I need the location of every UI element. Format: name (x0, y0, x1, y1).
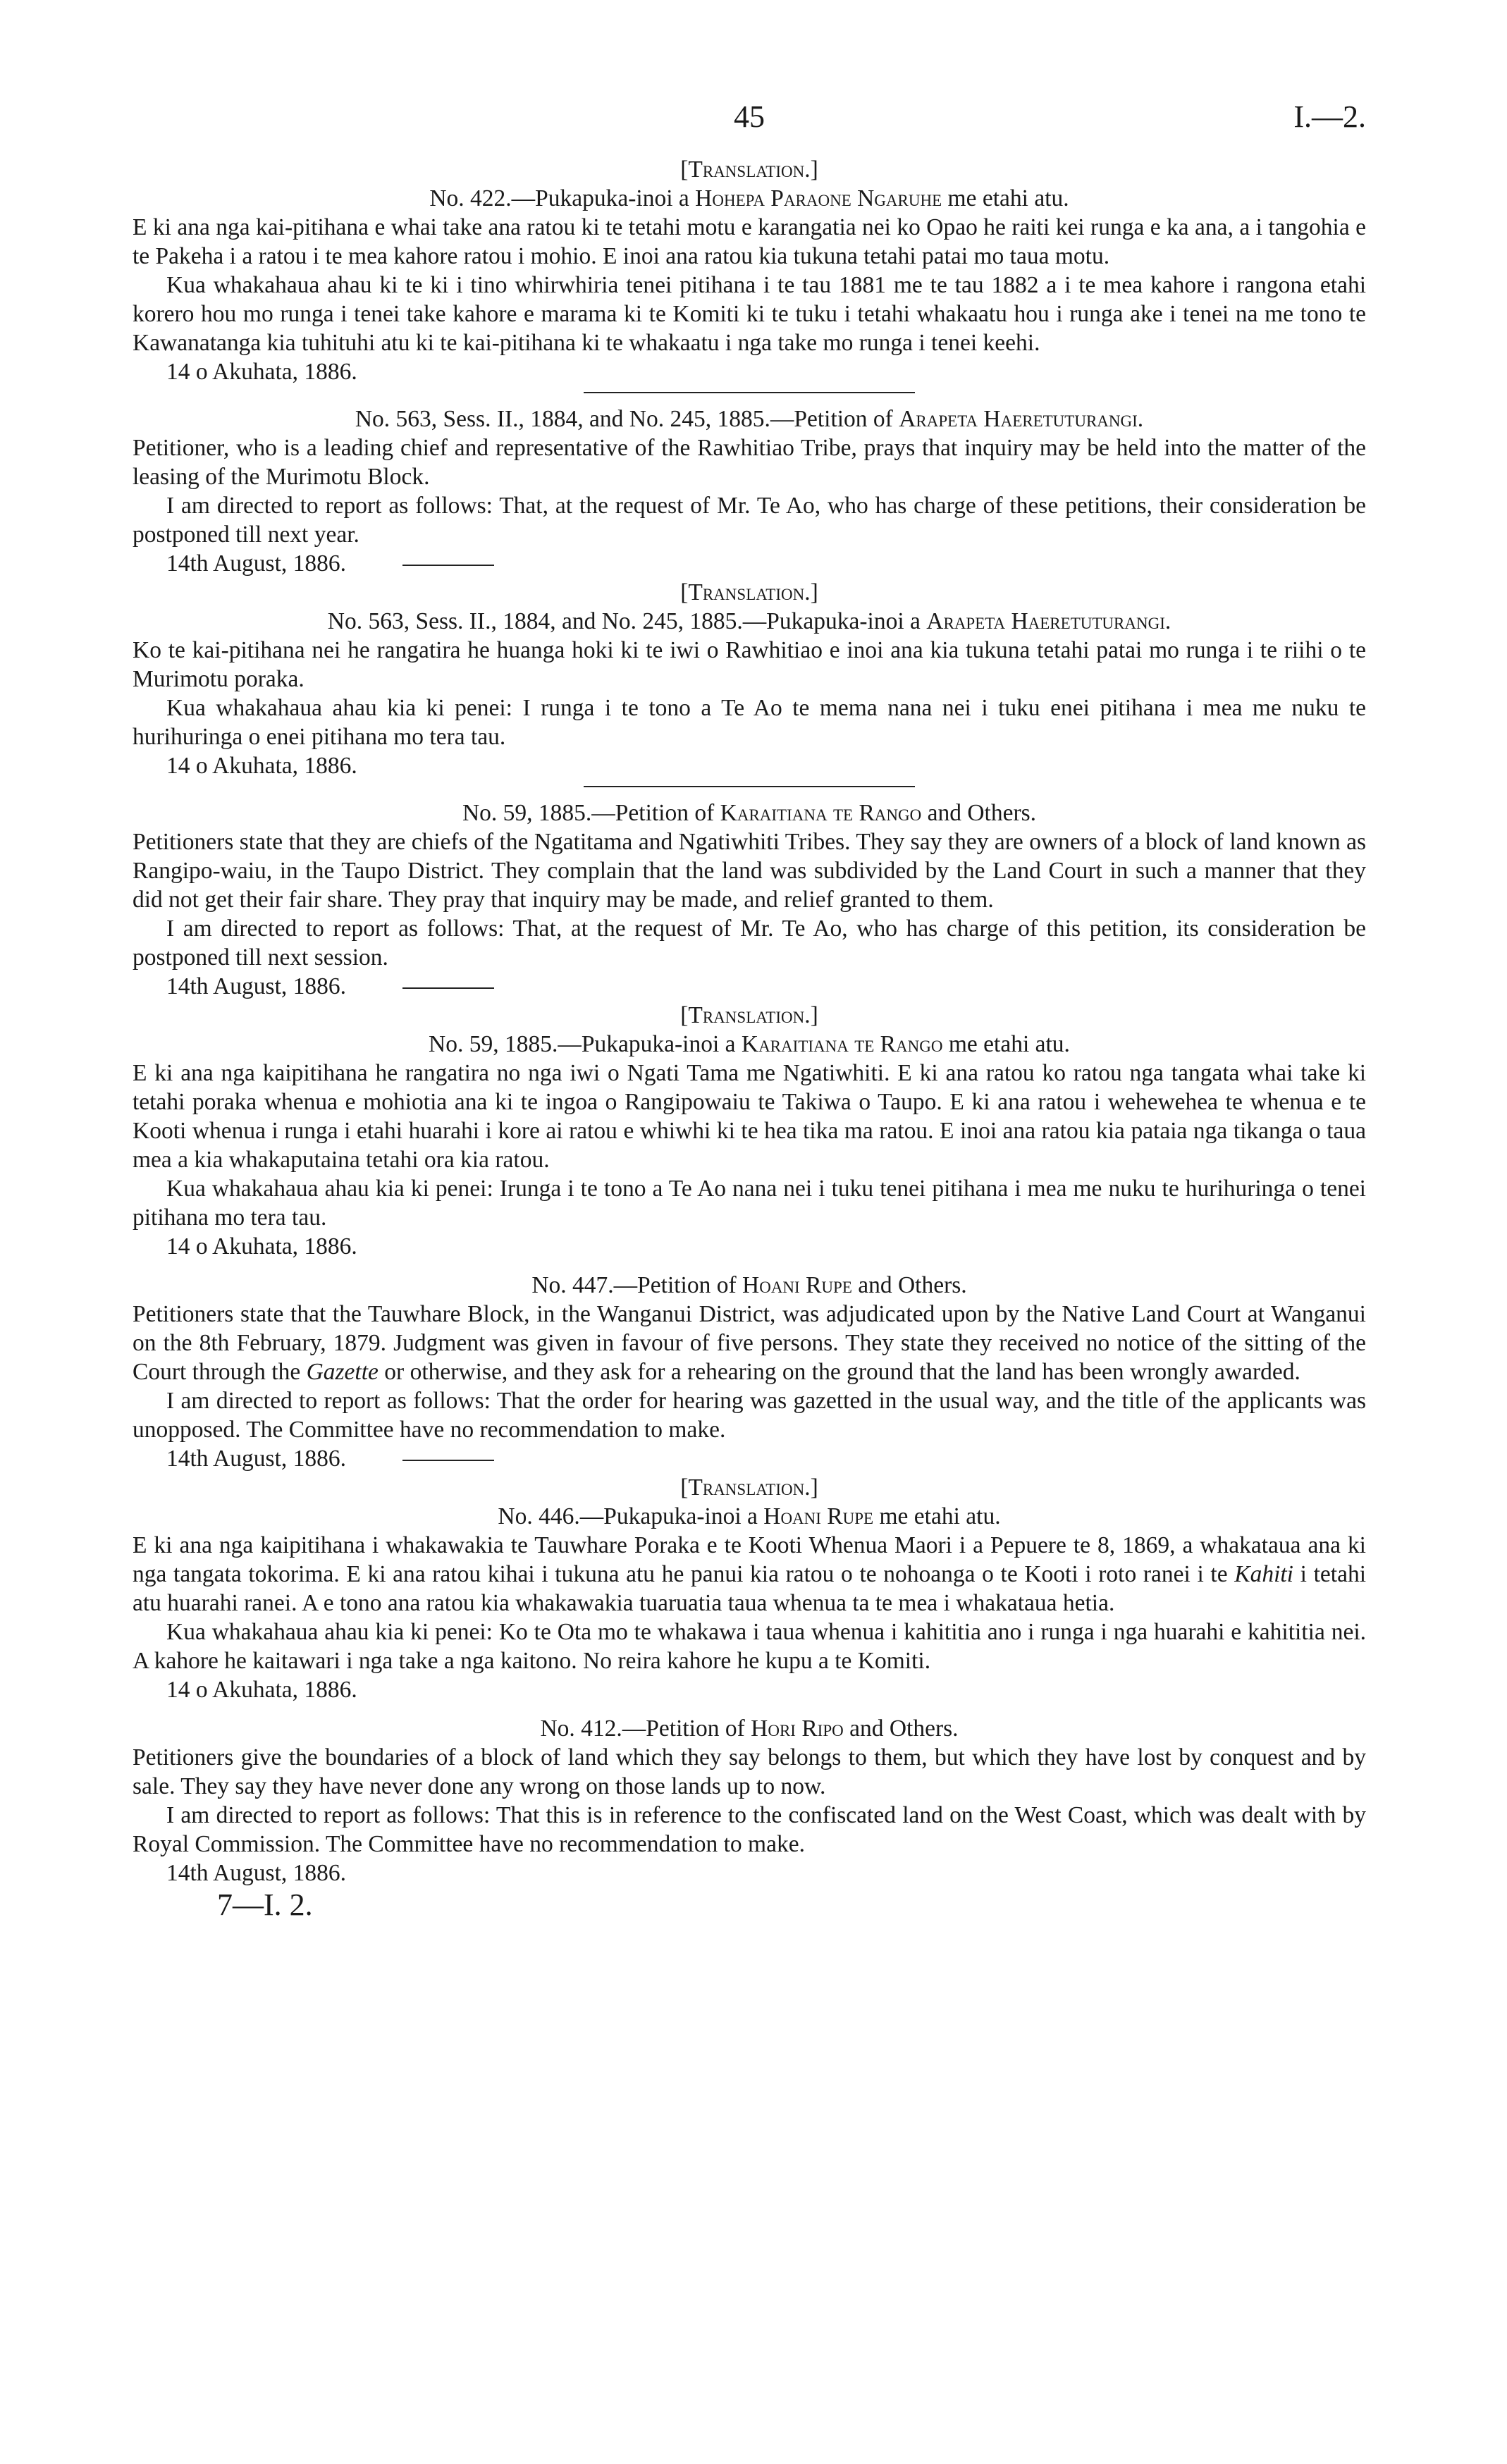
petition-summary: Petitioner, who is a leading chief and representative of the Rawhitiao Tribe, prays that inquiry may be held into the matter of the leasing of the Murimotu Block. (133, 435, 1366, 490)
petition-summary: Petitioners give the boundaries of a block of land which they say belongs to them, but which they have lost by conquest and by sale. They say they have never done any wrong on those lands up to now. (133, 1744, 1366, 1799)
petition-summary: Petitioners state that they are chiefs of the Ngatitama and Ngatiwhiti Tribes. They say they are owners of a block of land known as Rangipo-waiu, in the Taupo District. They complain that the land was subdivided by the Land Court in such a manner that they did not get their fair share. They pray that inquiry may be made, and relief granted to them. (133, 829, 1366, 913)
paper-reference: I.—2. (1293, 99, 1366, 134)
petition-summary: Petitioners state that the Tauwhare Block, in the Wanganui District, was adjudicated upon by the Native Land Court at Wanganui on the 8th February, 1879. Judgment was given in favour of five persons. They state they received no notice of the sitting of the Court through the Gazette or otherwise, and they ask for a rehearing on the ground that the land has been wrongly awarded. (133, 1301, 1366, 1385)
page-number: 45 (734, 99, 765, 134)
translation-label: [Translation.] (680, 1002, 818, 1028)
short-divider (402, 1460, 494, 1461)
translation-label: [Translation.] (680, 579, 818, 605)
report-date: 14 o Akuhata, 1886. (166, 1677, 357, 1703)
petition-heading: No. 563, Sess. II., 1884, and No. 245, 1885.—Petition of Arapeta Haeretuturangi. (355, 406, 1144, 432)
document-page (133, 99, 1366, 1923)
petition-summary: E ki ana nga kai-pitihana e whai take ana ratou ki te tetahi motu e karangatia nei ko Opao he raiti kei runga e ka ana, a i tangohia e te Pakeha i a ratou i te mea kahore ratou i mohio. E inoi ana ratou kia tukuna tetahi patai mo taua motu. (133, 214, 1366, 269)
short-divider (402, 565, 494, 566)
report-date: 14th August, 1886. (166, 549, 1366, 578)
page-header (133, 99, 1366, 155)
committee-report: I am directed to report as follows: That, at the request of Mr. Te Ao, who has charge of these petitions, their consideration be postponed till next year. (133, 493, 1366, 548)
committee-report: Kua whakahaua ahau kia ki penei: Irunga i te tono a Te Ao nana nei i tuku tenei pitihana i mea me nuku te hurihuringa o tenei pitihana mo tera tau. (133, 1176, 1366, 1231)
report-date: 14th August, 1886. (166, 1860, 346, 1886)
petition-heading: No. 446.—Pukapuka-inoi a Hoani Rupe me etahi atu. (498, 1503, 1001, 1529)
petition-summary: Ko te kai-pitihana nei he rangatira he huanga hoki ki te iwi o Rawhitiao e inoi ana kia tukuna tetahi patai mo runga i te riihi o te Murimotu poraka. (133, 637, 1366, 692)
report-date: 14 o Akuhata, 1886. (166, 359, 357, 385)
committee-report: I am directed to report as follows: That, at the request of Mr. Te Ao, who has charge of this petition, its consideration be postponed till next session. (133, 916, 1366, 971)
translation-label: [Translation.] (680, 156, 818, 183)
petition-summary: E ki ana nga kaipitihana he rangatira no nga iwi o Ngati Tama me Ngatiwhiti. E ki ana ratou ko ratou nga tangata whai take ki tetahi poraka whenua e mohiotia ana ki te ingoa o Rangipowaiu te Takiwa o Taupo. E ki ana ratou i wehewehea te whenua e te Kooti whenua i runga i etahi huarahi i kore ai ratou e whiwhi ki te hea tika ma ratou. E inoi ana ratou kia pataia nga tikanga o taua mea a kia whakaputaina tetahi ora kia ratou. (133, 1060, 1366, 1173)
section-divider (584, 392, 915, 393)
translation-label: [Translation.] (680, 1474, 818, 1501)
short-divider (402, 987, 494, 989)
committee-report: Kua whakahaua ahau ki te ki i tino whirwhiria tenei pitihana i te tau 1881 me te tau 1882 a i te mea kahore i rangona etahi korero hou mo runga i tenei take kahore e marama ki te Komiti ki te tuku i tetahi whakaatu hou i runga ake i tenei na me tono te Kawanatanga kia tuhituhi atu ki te kai-pitihana ki te whakaatu i nga take mo runga i tenei keehi. (133, 272, 1366, 356)
report-date: 14th August, 1886. (166, 1444, 1366, 1473)
report-date: 14 o Akuhata, 1886. (166, 753, 357, 779)
report-date: 14th August, 1886. (166, 972, 1366, 1001)
petition-heading: No. 447.—Petition of Hoani Rupe and Others. (531, 1272, 967, 1298)
petition-heading: No. 59, 1885.—Petition of Karaitiana te Rango and Others. (462, 800, 1037, 826)
signature-mark: 7—I. 2. (217, 1887, 313, 1922)
petition-heading: No. 412.—Petition of Hori Ripo and Others. (540, 1715, 959, 1742)
committee-report: I am directed to report as follows: That this is in reference to the confiscated land on the West Coast, which was dealt with by Royal Commission. The Committee have no recommendation to make. (133, 1802, 1366, 1857)
petition-heading: No. 563, Sess. II., 1884, and No. 245, 1885.—Pukapuka-inoi a Arapeta Haeretuturangi. (327, 608, 1171, 634)
committee-report: I am directed to report as follows: That the order for hearing was gazetted in the usual way, and the title of the applicants was unopposed. The Committee have no recommendation to make. (133, 1388, 1366, 1443)
section-divider (584, 786, 915, 787)
committee-report: Kua whakahaua ahau kia ki penei: Ko te Ota mo te whakawa i taua whenua i kahititia ano i runga i nga huarahi e kahititia nei. A kahore he kaitawari i nga take a nga kaitono. No reira kahore he kupu a te Komiti. (133, 1619, 1366, 1674)
committee-report: Kua whakahaua ahau kia ki penei: I runga i te tono a Te Ao te mema nana nei i tuku enei pitihana i mea me nuku te hurihuringa o enei pitihana mo tera tau. (133, 695, 1366, 750)
petition-heading: No. 422.—Pukapuka-inoi a Hohepa Paraone Ngaruhe me etahi atu. (429, 185, 1069, 211)
petition-summary: E ki ana nga kaipitihana i whakawakia te Tauwhare Poraka e te Kooti Whenua Maori i a Pepuere te 8, 1869, a whakataua ana ki nga tangata tokorima. E ki ana ratou kihai i tukuna atu he panui kia ratou o te nohoanga o te Kooti i roto ranei i te Kahiti i tetahi atu huarahi ranei. A e tono ana ratou kia whakawakia tuaruatia taua whenua ta te mea i whakataua hetia. (133, 1532, 1366, 1616)
report-date: 14 o Akuhata, 1886. (166, 1233, 357, 1259)
petition-heading: No. 59, 1885.—Pukapuka-inoi a Karaitiana te Rango me etahi atu. (429, 1031, 1070, 1057)
